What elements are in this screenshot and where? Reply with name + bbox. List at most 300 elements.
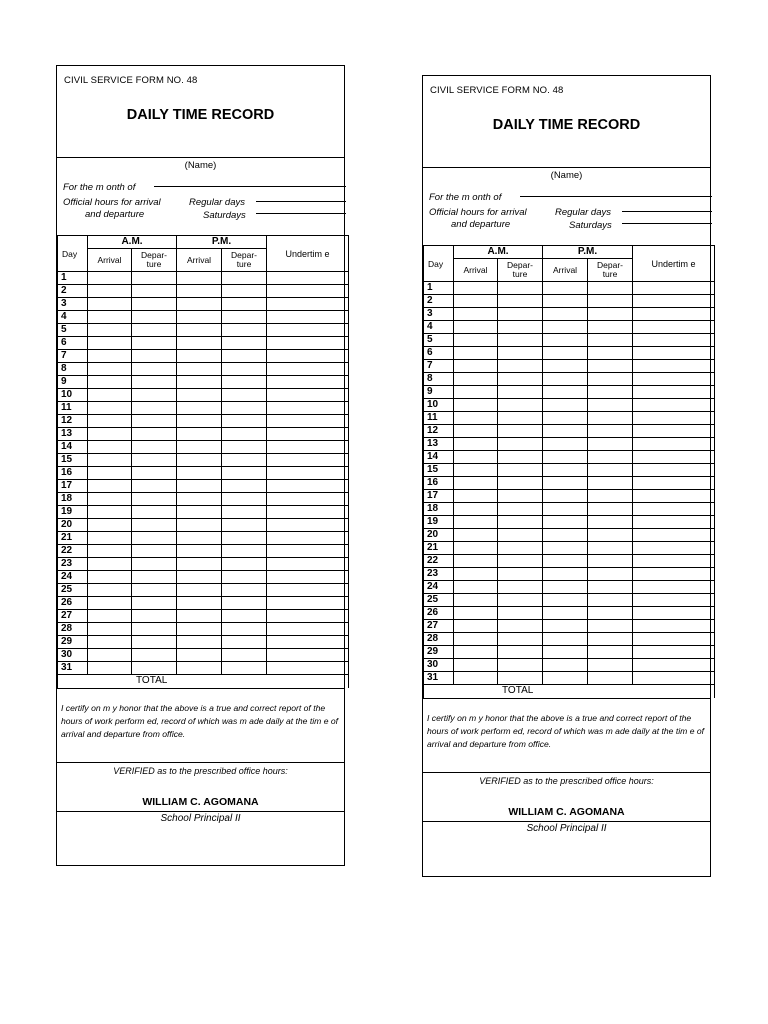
pm-arrival-cell[interactable] xyxy=(177,493,222,506)
am-arrival-cell[interactable] xyxy=(454,386,498,399)
am-arrival-cell[interactable] xyxy=(454,295,498,308)
pm-departure-cell[interactable] xyxy=(588,529,633,542)
pm-arrival-cell[interactable] xyxy=(543,438,588,451)
pm-departure-cell[interactable] xyxy=(222,454,267,467)
am-arrival-cell[interactable] xyxy=(88,324,132,337)
am-arrival-cell[interactable] xyxy=(454,542,498,555)
pm-departure-cell[interactable] xyxy=(588,321,633,334)
pm-departure-cell[interactable] xyxy=(588,672,633,685)
am-arrival-cell[interactable] xyxy=(454,373,498,386)
am-departure-cell[interactable] xyxy=(498,373,543,386)
am-arrival-cell[interactable] xyxy=(88,623,132,636)
am-departure-cell[interactable] xyxy=(132,571,177,584)
pm-arrival-cell[interactable] xyxy=(543,568,588,581)
pm-departure-cell[interactable] xyxy=(588,451,633,464)
am-arrival-cell[interactable] xyxy=(454,282,498,295)
undertime-cell[interactable] xyxy=(267,311,349,324)
pm-arrival-cell[interactable] xyxy=(177,389,222,402)
pm-departure-cell[interactable] xyxy=(588,282,633,295)
am-departure-cell[interactable] xyxy=(498,568,543,581)
am-departure-cell[interactable] xyxy=(498,412,543,425)
pm-arrival-cell[interactable] xyxy=(177,272,222,285)
pm-arrival-cell[interactable] xyxy=(543,607,588,620)
pm-arrival-cell[interactable] xyxy=(543,308,588,321)
pm-departure-cell[interactable] xyxy=(222,467,267,480)
am-arrival-cell[interactable] xyxy=(454,477,498,490)
am-departure-cell[interactable] xyxy=(498,438,543,451)
undertime-cell[interactable] xyxy=(267,649,349,662)
undertime-cell[interactable] xyxy=(267,350,349,363)
pm-arrival-cell[interactable] xyxy=(543,620,588,633)
am-departure-cell[interactable] xyxy=(498,594,543,607)
am-departure-cell[interactable] xyxy=(498,542,543,555)
am-arrival-cell[interactable] xyxy=(454,347,498,360)
pm-departure-cell[interactable] xyxy=(222,558,267,571)
am-arrival-cell[interactable] xyxy=(454,529,498,542)
pm-arrival-cell[interactable] xyxy=(543,360,588,373)
pm-departure-cell[interactable] xyxy=(222,584,267,597)
am-departure-cell[interactable] xyxy=(498,360,543,373)
pm-departure-cell[interactable] xyxy=(222,519,267,532)
pm-departure-cell[interactable] xyxy=(222,623,267,636)
undertime-cell[interactable] xyxy=(267,571,349,584)
am-departure-cell[interactable] xyxy=(498,503,543,516)
pm-arrival-cell[interactable] xyxy=(177,519,222,532)
pm-departure-cell[interactable] xyxy=(222,376,267,389)
am-arrival-cell[interactable] xyxy=(88,376,132,389)
pm-departure-cell[interactable] xyxy=(588,438,633,451)
pm-departure-cell[interactable] xyxy=(588,295,633,308)
pm-departure-cell[interactable] xyxy=(222,480,267,493)
pm-arrival-cell[interactable] xyxy=(177,610,222,623)
undertime-cell[interactable] xyxy=(633,282,715,295)
undertime-cell[interactable] xyxy=(267,636,349,649)
pm-arrival-cell[interactable] xyxy=(177,584,222,597)
pm-arrival-cell[interactable] xyxy=(543,373,588,386)
undertime-cell[interactable] xyxy=(267,662,349,675)
am-departure-cell[interactable] xyxy=(498,620,543,633)
pm-departure-cell[interactable] xyxy=(222,363,267,376)
undertime-cell[interactable] xyxy=(633,568,715,581)
am-departure-cell[interactable] xyxy=(132,428,177,441)
pm-departure-cell[interactable] xyxy=(588,490,633,503)
am-departure-cell[interactable] xyxy=(132,558,177,571)
am-departure-cell[interactable] xyxy=(132,480,177,493)
am-arrival-cell[interactable] xyxy=(88,441,132,454)
am-departure-cell[interactable] xyxy=(498,516,543,529)
pm-arrival-cell[interactable] xyxy=(177,311,222,324)
pm-arrival-cell[interactable] xyxy=(177,545,222,558)
undertime-cell[interactable] xyxy=(267,272,349,285)
undertime-cell[interactable] xyxy=(633,373,715,386)
pm-arrival-cell[interactable] xyxy=(177,636,222,649)
undertime-cell[interactable] xyxy=(267,506,349,519)
undertime-cell[interactable] xyxy=(267,480,349,493)
am-departure-cell[interactable] xyxy=(132,454,177,467)
undertime-cell[interactable] xyxy=(633,620,715,633)
undertime-cell[interactable] xyxy=(633,594,715,607)
am-departure-cell[interactable] xyxy=(132,376,177,389)
am-arrival-cell[interactable] xyxy=(88,506,132,519)
am-arrival-cell[interactable] xyxy=(88,493,132,506)
am-departure-cell[interactable] xyxy=(132,363,177,376)
am-arrival-cell[interactable] xyxy=(454,607,498,620)
am-departure-cell[interactable] xyxy=(132,415,177,428)
pm-departure-cell[interactable] xyxy=(222,597,267,610)
pm-arrival-cell[interactable] xyxy=(543,542,588,555)
pm-arrival-cell[interactable] xyxy=(543,399,588,412)
am-departure-cell[interactable] xyxy=(132,493,177,506)
undertime-cell[interactable] xyxy=(267,584,349,597)
pm-departure-cell[interactable] xyxy=(222,311,267,324)
am-arrival-cell[interactable] xyxy=(88,350,132,363)
am-departure-cell[interactable] xyxy=(498,555,543,568)
am-departure-cell[interactable] xyxy=(498,334,543,347)
undertime-cell[interactable] xyxy=(633,321,715,334)
pm-departure-cell[interactable] xyxy=(222,532,267,545)
pm-departure-cell[interactable] xyxy=(588,659,633,672)
am-arrival-cell[interactable] xyxy=(88,649,132,662)
am-arrival-cell[interactable] xyxy=(88,428,132,441)
pm-arrival-cell[interactable] xyxy=(543,490,588,503)
am-arrival-cell[interactable] xyxy=(88,571,132,584)
undertime-cell[interactable] xyxy=(267,454,349,467)
pm-departure-cell[interactable] xyxy=(222,571,267,584)
pm-departure-cell[interactable] xyxy=(588,503,633,516)
am-arrival-cell[interactable] xyxy=(88,584,132,597)
pm-arrival-cell[interactable] xyxy=(177,324,222,337)
pm-arrival-cell[interactable] xyxy=(177,597,222,610)
pm-arrival-cell[interactable] xyxy=(177,376,222,389)
am-arrival-cell[interactable] xyxy=(88,558,132,571)
pm-departure-cell[interactable] xyxy=(588,594,633,607)
undertime-cell[interactable] xyxy=(633,464,715,477)
pm-arrival-cell[interactable] xyxy=(177,350,222,363)
am-departure-cell[interactable] xyxy=(132,610,177,623)
undertime-cell[interactable] xyxy=(267,532,349,545)
pm-arrival-cell[interactable] xyxy=(543,386,588,399)
am-arrival-cell[interactable] xyxy=(454,412,498,425)
am-departure-cell[interactable] xyxy=(498,399,543,412)
undertime-cell[interactable] xyxy=(633,503,715,516)
undertime-cell[interactable] xyxy=(633,360,715,373)
am-arrival-cell[interactable] xyxy=(454,399,498,412)
am-arrival-cell[interactable] xyxy=(88,597,132,610)
pm-departure-cell[interactable] xyxy=(588,607,633,620)
pm-departure-cell[interactable] xyxy=(588,425,633,438)
am-arrival-cell[interactable] xyxy=(454,490,498,503)
am-departure-cell[interactable] xyxy=(498,607,543,620)
am-arrival-cell[interactable] xyxy=(88,545,132,558)
pm-arrival-cell[interactable] xyxy=(543,503,588,516)
am-departure-cell[interactable] xyxy=(132,272,177,285)
am-departure-cell[interactable] xyxy=(132,532,177,545)
am-departure-cell[interactable] xyxy=(132,324,177,337)
pm-departure-cell[interactable] xyxy=(588,373,633,386)
pm-departure-cell[interactable] xyxy=(222,415,267,428)
pm-arrival-cell[interactable] xyxy=(543,282,588,295)
am-departure-cell[interactable] xyxy=(498,672,543,685)
undertime-cell[interactable] xyxy=(633,399,715,412)
am-departure-cell[interactable] xyxy=(132,467,177,480)
am-departure-cell[interactable] xyxy=(132,441,177,454)
am-arrival-cell[interactable] xyxy=(454,438,498,451)
pm-arrival-cell[interactable] xyxy=(543,425,588,438)
pm-departure-cell[interactable] xyxy=(588,620,633,633)
pm-departure-cell[interactable] xyxy=(588,412,633,425)
am-arrival-cell[interactable] xyxy=(454,464,498,477)
pm-departure-cell[interactable] xyxy=(222,506,267,519)
pm-departure-cell[interactable] xyxy=(222,662,267,675)
pm-departure-cell[interactable] xyxy=(222,402,267,415)
am-departure-cell[interactable] xyxy=(498,386,543,399)
pm-departure-cell[interactable] xyxy=(588,581,633,594)
undertime-cell[interactable] xyxy=(633,334,715,347)
am-arrival-cell[interactable] xyxy=(88,480,132,493)
am-arrival-cell[interactable] xyxy=(454,503,498,516)
am-arrival-cell[interactable] xyxy=(454,425,498,438)
am-departure-cell[interactable] xyxy=(132,311,177,324)
am-arrival-cell[interactable] xyxy=(454,646,498,659)
undertime-cell[interactable] xyxy=(267,441,349,454)
pm-departure-cell[interactable] xyxy=(588,399,633,412)
am-arrival-cell[interactable] xyxy=(454,659,498,672)
am-arrival-cell[interactable] xyxy=(88,532,132,545)
am-departure-cell[interactable] xyxy=(132,389,177,402)
undertime-cell[interactable] xyxy=(267,558,349,571)
undertime-cell[interactable] xyxy=(267,597,349,610)
undertime-cell[interactable] xyxy=(267,610,349,623)
pm-arrival-cell[interactable] xyxy=(177,649,222,662)
pm-departure-cell[interactable] xyxy=(588,308,633,321)
pm-departure-cell[interactable] xyxy=(222,441,267,454)
am-departure-cell[interactable] xyxy=(132,545,177,558)
am-arrival-cell[interactable] xyxy=(88,285,132,298)
undertime-cell[interactable] xyxy=(633,529,715,542)
am-arrival-cell[interactable] xyxy=(88,298,132,311)
undertime-cell[interactable] xyxy=(633,438,715,451)
am-arrival-cell[interactable] xyxy=(88,389,132,402)
undertime-cell[interactable] xyxy=(267,428,349,441)
am-departure-cell[interactable] xyxy=(132,506,177,519)
undertime-cell[interactable] xyxy=(633,490,715,503)
undertime-cell[interactable] xyxy=(633,555,715,568)
pm-departure-cell[interactable] xyxy=(222,610,267,623)
pm-departure-cell[interactable] xyxy=(588,516,633,529)
pm-departure-cell[interactable] xyxy=(588,646,633,659)
pm-arrival-cell[interactable] xyxy=(177,558,222,571)
undertime-cell[interactable] xyxy=(267,467,349,480)
undertime-cell[interactable] xyxy=(267,285,349,298)
am-arrival-cell[interactable] xyxy=(454,555,498,568)
am-arrival-cell[interactable] xyxy=(454,568,498,581)
pm-departure-cell[interactable] xyxy=(222,324,267,337)
am-arrival-cell[interactable] xyxy=(88,454,132,467)
am-arrival-cell[interactable] xyxy=(88,272,132,285)
pm-arrival-cell[interactable] xyxy=(543,659,588,672)
am-departure-cell[interactable] xyxy=(132,623,177,636)
am-arrival-cell[interactable] xyxy=(454,594,498,607)
am-arrival-cell[interactable] xyxy=(454,360,498,373)
pm-departure-cell[interactable] xyxy=(222,285,267,298)
undertime-cell[interactable] xyxy=(267,376,349,389)
am-arrival-cell[interactable] xyxy=(88,519,132,532)
am-arrival-cell[interactable] xyxy=(454,516,498,529)
pm-arrival-cell[interactable] xyxy=(177,363,222,376)
am-departure-cell[interactable] xyxy=(498,321,543,334)
am-arrival-cell[interactable] xyxy=(454,633,498,646)
undertime-cell[interactable] xyxy=(267,519,349,532)
am-departure-cell[interactable] xyxy=(498,347,543,360)
am-arrival-cell[interactable] xyxy=(88,402,132,415)
undertime-cell[interactable] xyxy=(267,545,349,558)
pm-arrival-cell[interactable] xyxy=(177,428,222,441)
am-departure-cell[interactable] xyxy=(132,597,177,610)
am-arrival-cell[interactable] xyxy=(88,467,132,480)
undertime-cell[interactable] xyxy=(267,415,349,428)
pm-arrival-cell[interactable] xyxy=(543,477,588,490)
am-arrival-cell[interactable] xyxy=(88,415,132,428)
am-arrival-cell[interactable] xyxy=(454,451,498,464)
am-departure-cell[interactable] xyxy=(498,295,543,308)
am-arrival-cell[interactable] xyxy=(88,610,132,623)
am-departure-cell[interactable] xyxy=(498,282,543,295)
pm-departure-cell[interactable] xyxy=(222,350,267,363)
pm-departure-cell[interactable] xyxy=(222,545,267,558)
pm-departure-cell[interactable] xyxy=(222,272,267,285)
undertime-cell[interactable] xyxy=(267,389,349,402)
am-departure-cell[interactable] xyxy=(498,425,543,438)
pm-arrival-cell[interactable] xyxy=(543,555,588,568)
pm-arrival-cell[interactable] xyxy=(177,571,222,584)
am-departure-cell[interactable] xyxy=(132,636,177,649)
pm-departure-cell[interactable] xyxy=(588,542,633,555)
pm-departure-cell[interactable] xyxy=(588,568,633,581)
pm-arrival-cell[interactable] xyxy=(177,402,222,415)
am-departure-cell[interactable] xyxy=(132,519,177,532)
undertime-cell[interactable] xyxy=(267,337,349,350)
pm-arrival-cell[interactable] xyxy=(177,285,222,298)
pm-arrival-cell[interactable] xyxy=(177,662,222,675)
pm-arrival-cell[interactable] xyxy=(543,347,588,360)
am-departure-cell[interactable] xyxy=(132,337,177,350)
pm-arrival-cell[interactable] xyxy=(543,295,588,308)
am-arrival-cell[interactable] xyxy=(88,363,132,376)
am-arrival-cell[interactable] xyxy=(454,620,498,633)
pm-arrival-cell[interactable] xyxy=(543,334,588,347)
undertime-cell[interactable] xyxy=(633,477,715,490)
am-departure-cell[interactable] xyxy=(132,649,177,662)
pm-arrival-cell[interactable] xyxy=(177,532,222,545)
pm-departure-cell[interactable] xyxy=(588,555,633,568)
undertime-cell[interactable] xyxy=(267,493,349,506)
am-arrival-cell[interactable] xyxy=(88,337,132,350)
am-departure-cell[interactable] xyxy=(498,477,543,490)
am-departure-cell[interactable] xyxy=(498,490,543,503)
pm-departure-cell[interactable] xyxy=(588,633,633,646)
am-arrival-cell[interactable] xyxy=(454,321,498,334)
undertime-cell[interactable] xyxy=(633,516,715,529)
pm-departure-cell[interactable] xyxy=(588,347,633,360)
pm-departure-cell[interactable] xyxy=(588,477,633,490)
pm-arrival-cell[interactable] xyxy=(177,480,222,493)
am-departure-cell[interactable] xyxy=(498,451,543,464)
pm-arrival-cell[interactable] xyxy=(543,529,588,542)
undertime-cell[interactable] xyxy=(633,308,715,321)
undertime-cell[interactable] xyxy=(267,623,349,636)
am-departure-cell[interactable] xyxy=(498,464,543,477)
pm-arrival-cell[interactable] xyxy=(543,646,588,659)
undertime-cell[interactable] xyxy=(267,324,349,337)
pm-arrival-cell[interactable] xyxy=(543,464,588,477)
undertime-cell[interactable] xyxy=(633,347,715,360)
pm-departure-cell[interactable] xyxy=(222,493,267,506)
am-arrival-cell[interactable] xyxy=(454,334,498,347)
pm-arrival-cell[interactable] xyxy=(543,516,588,529)
undertime-cell[interactable] xyxy=(633,633,715,646)
am-arrival-cell[interactable] xyxy=(454,308,498,321)
pm-arrival-cell[interactable] xyxy=(177,506,222,519)
am-departure-cell[interactable] xyxy=(132,662,177,675)
am-departure-cell[interactable] xyxy=(498,529,543,542)
am-arrival-cell[interactable] xyxy=(88,311,132,324)
undertime-cell[interactable] xyxy=(633,412,715,425)
undertime-cell[interactable] xyxy=(633,425,715,438)
am-arrival-cell[interactable] xyxy=(454,672,498,685)
am-arrival-cell[interactable] xyxy=(88,662,132,675)
am-departure-cell[interactable] xyxy=(132,584,177,597)
pm-departure-cell[interactable] xyxy=(222,298,267,311)
pm-departure-cell[interactable] xyxy=(588,386,633,399)
am-departure-cell[interactable] xyxy=(498,646,543,659)
pm-arrival-cell[interactable] xyxy=(543,321,588,334)
am-departure-cell[interactable] xyxy=(498,581,543,594)
pm-arrival-cell[interactable] xyxy=(177,337,222,350)
am-arrival-cell[interactable] xyxy=(88,636,132,649)
pm-arrival-cell[interactable] xyxy=(177,415,222,428)
am-departure-cell[interactable] xyxy=(132,402,177,415)
undertime-cell[interactable] xyxy=(633,542,715,555)
pm-arrival-cell[interactable] xyxy=(543,581,588,594)
pm-departure-cell[interactable] xyxy=(222,428,267,441)
pm-departure-cell[interactable] xyxy=(222,337,267,350)
am-departure-cell[interactable] xyxy=(498,659,543,672)
undertime-cell[interactable] xyxy=(267,363,349,376)
pm-departure-cell[interactable] xyxy=(222,636,267,649)
pm-departure-cell[interactable] xyxy=(222,389,267,402)
undertime-cell[interactable] xyxy=(633,672,715,685)
pm-arrival-cell[interactable] xyxy=(543,412,588,425)
am-departure-cell[interactable] xyxy=(132,285,177,298)
undertime-cell[interactable] xyxy=(267,402,349,415)
pm-arrival-cell[interactable] xyxy=(177,441,222,454)
undertime-cell[interactable] xyxy=(633,386,715,399)
undertime-cell[interactable] xyxy=(633,659,715,672)
pm-arrival-cell[interactable] xyxy=(177,454,222,467)
am-departure-cell[interactable] xyxy=(498,633,543,646)
pm-departure-cell[interactable] xyxy=(588,360,633,373)
pm-arrival-cell[interactable] xyxy=(543,451,588,464)
undertime-cell[interactable] xyxy=(633,581,715,594)
am-departure-cell[interactable] xyxy=(132,298,177,311)
am-departure-cell[interactable] xyxy=(498,308,543,321)
undertime-cell[interactable] xyxy=(633,646,715,659)
pm-departure-cell[interactable] xyxy=(588,464,633,477)
pm-departure-cell[interactable] xyxy=(588,334,633,347)
pm-arrival-cell[interactable] xyxy=(177,298,222,311)
pm-arrival-cell[interactable] xyxy=(177,467,222,480)
pm-arrival-cell[interactable] xyxy=(543,672,588,685)
